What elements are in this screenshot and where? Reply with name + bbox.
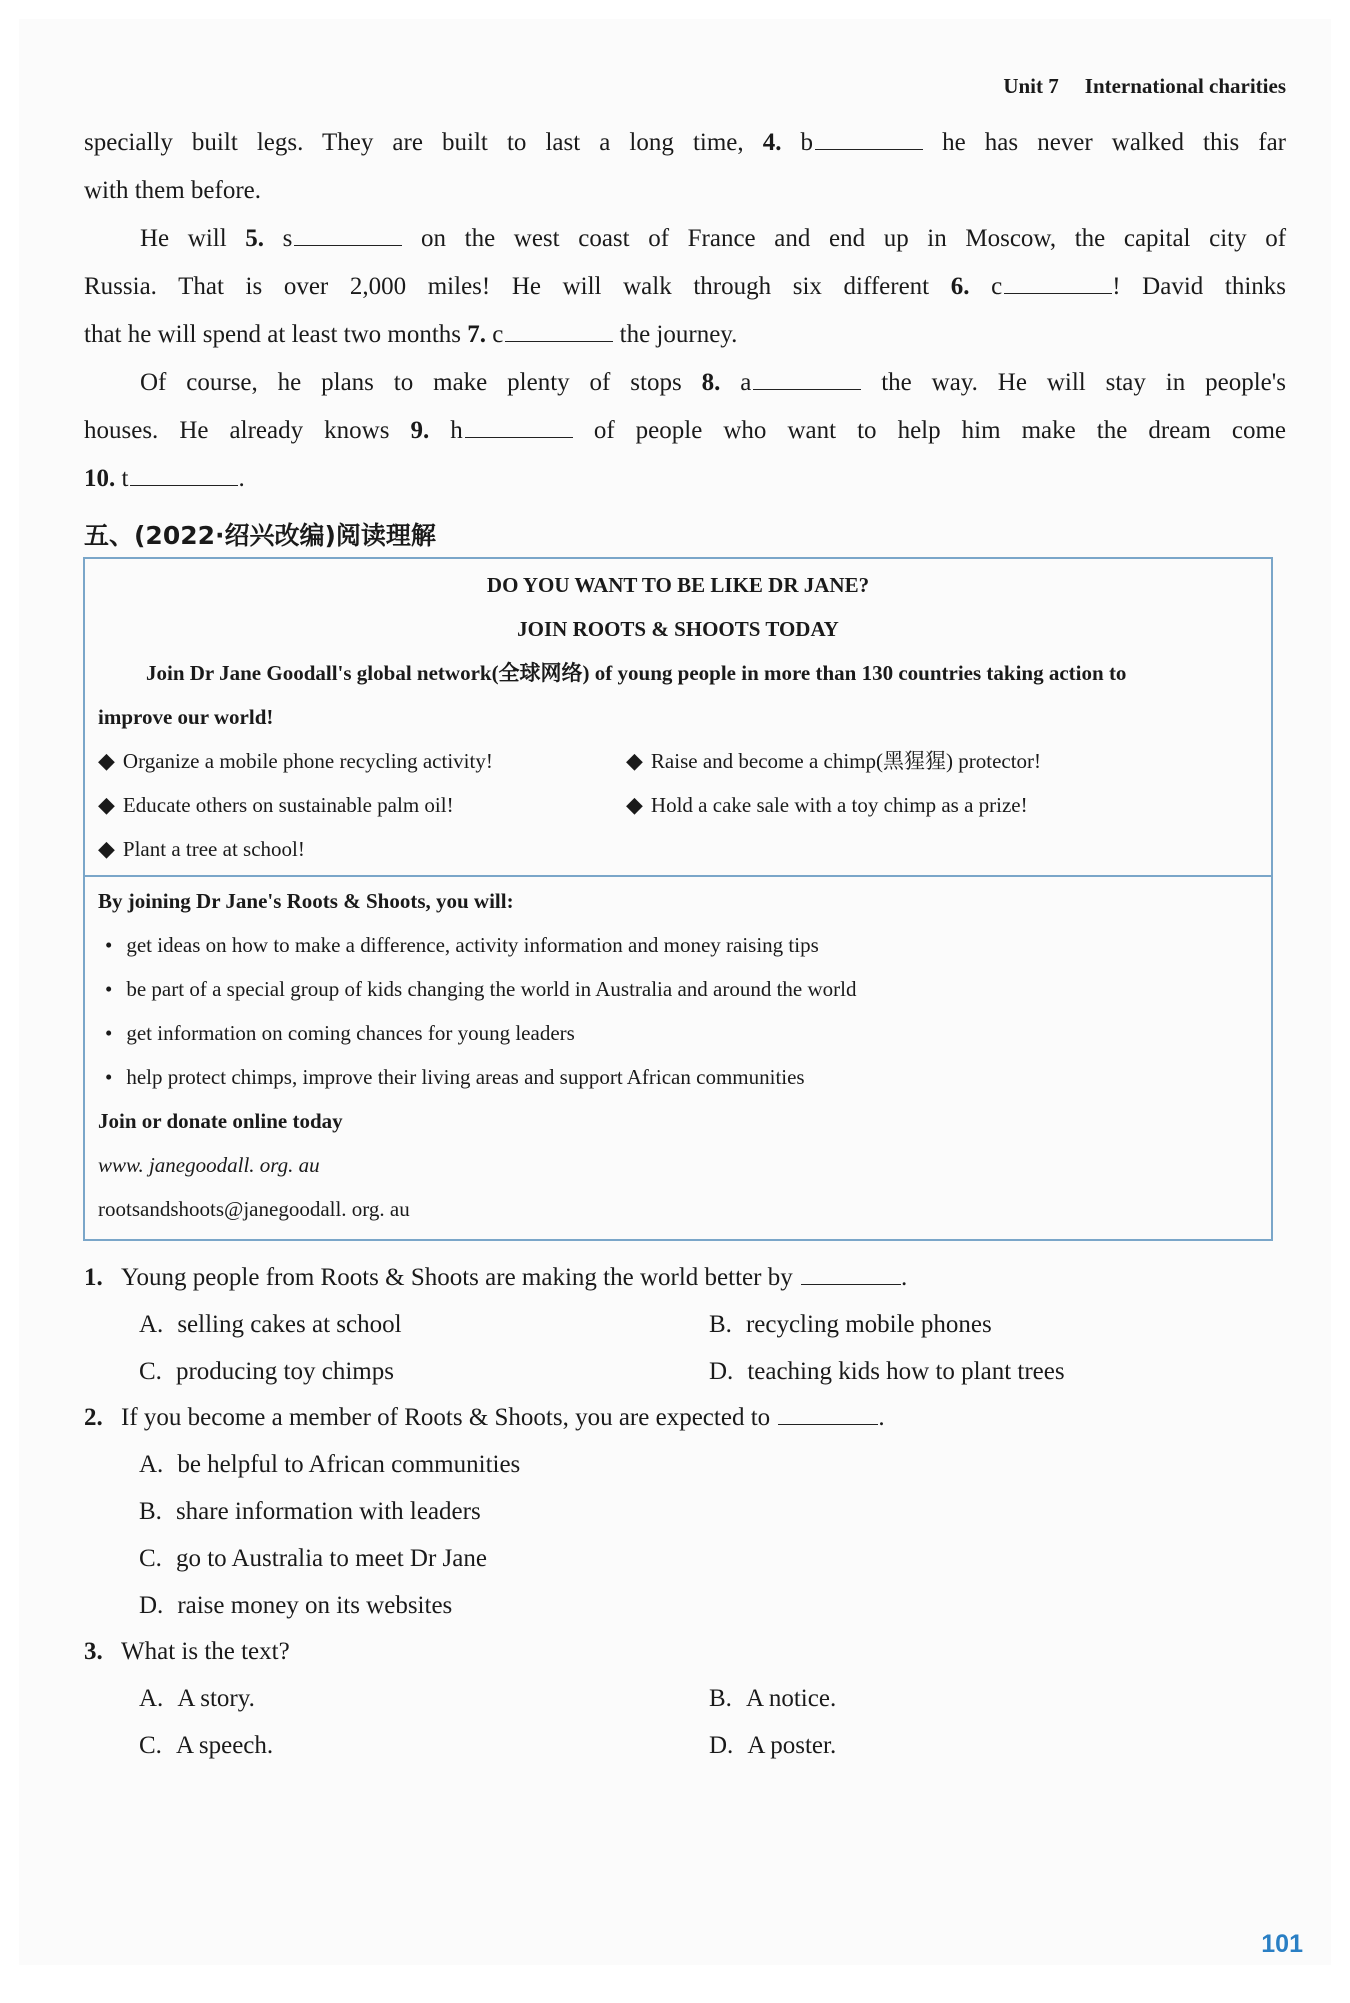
activity-list [85,739,1271,871]
diamond-icon: ◆ [98,792,115,817]
question-stem: 1. Young people from Roots & Shoots are making the world better by . [84,1264,908,1291]
answer-blank[interactable] [815,129,923,150]
bullet-icon: • [105,1021,113,1045]
answer-blank[interactable] [505,321,613,342]
question [84,1255,1284,1395]
notice-subtitle: JOIN ROOTS & SHOOTS TODAY [517,617,839,641]
question [84,1629,1284,1769]
blank-number: 10. [84,465,116,492]
join-text: Join or donate online today [98,1109,343,1133]
activity-item: ◆ Hold a cake sale with a toy chimp as a prize! [626,792,1028,817]
bullet-icon: • [105,1065,113,1089]
benefit-item: • get ideas on how to make a difference, activity information and money raising tips [105,933,819,957]
benefit-item: • get information on coming chances for young leaders [105,1021,575,1045]
diamond-icon: ◆ [626,748,643,773]
passage-line: Of course, he plans to make plenty of stops 8. a the way. He will stay in people's [140,369,1286,396]
option-d[interactable]: D. A poster. [709,1732,837,1759]
answer-blank[interactable] [130,465,238,486]
activity-item: ◆ Raise and become a chimp(黑猩猩) protector! [626,748,1042,773]
option-a[interactable]: A. A story. [139,1685,255,1712]
option-c[interactable]: C. go to Australia to meet Dr Jane [139,1545,487,1572]
passage-line: Russia. That is over 2,000 miles! He will walk through six different 6. c ! David thinks [84,273,1287,300]
blank-number: 5. [245,225,265,252]
question-list [84,1255,1284,1769]
divider [85,875,1271,877]
activity-item: ◆ Organize a mobile phone recycling activity! [98,748,493,773]
notice-title: DO YOU WANT TO BE LIKE DR JANE? [486,573,870,597]
diamond-icon: ◆ [626,792,643,817]
option-d[interactable]: D. teaching kids how to plant trees [709,1358,1065,1385]
benefit-item: • help protect chimps, improve their living areas and support African communities [105,1065,805,1089]
email-link[interactable]: rootsandshoots@janegoodall. org. au [98,1197,410,1221]
benefits-heading: By joining Dr Jane's Roots & Shoots, you will: [98,889,514,913]
diamond-icon: ◆ [98,748,115,773]
passage-line: that he will spend at least two months 7. c the journey. [84,321,738,348]
unit-label: Unit 7 [1003,74,1059,98]
option-c[interactable]: C. producing toy chimps [139,1358,394,1385]
unit-title: International charities [1084,74,1286,98]
passage-line: He will 5. s on the west coast of France and end up in Moscow, the capital city of [140,225,1287,252]
page-header [1003,74,1286,99]
passage-line: 10. t . [84,465,245,492]
option-list [84,1441,1284,1629]
passage-line: specially built legs. They are built to last a long time, 4. b he has never walked this far [84,129,1287,156]
answer-blank[interactable] [465,417,573,438]
notice-box [83,557,1273,1241]
notice-intro: Join Dr Jane Goodall's global network(全球网络) of young people in more than 130 countries taking action to improve our world! [98,661,1127,729]
blank-number: 7. [467,321,487,348]
answer-blank[interactable] [294,225,402,246]
option-c[interactable]: C. A speech. [139,1732,274,1759]
benefit-item: • be part of a special group of kids changing the world in Australia and around the world [105,977,857,1001]
section-title: 五、(2022·绍兴改编)阅读理解 [84,521,436,550]
answer-blank[interactable] [1004,273,1112,294]
blank-number: 8. [701,369,721,396]
activity-item: ◆ Educate others on sustainable palm oil! [98,792,454,817]
answer-blank[interactable] [778,1404,878,1425]
bullet-icon: • [105,977,113,1001]
cloze-passage [84,119,1286,503]
activity-item: ◆ Plant a tree at school! [98,836,305,861]
benefit-list [85,923,1271,1099]
answer-blank[interactable] [801,1264,901,1285]
option-d[interactable]: D. raise money on its websites [139,1592,453,1619]
option-a[interactable]: A. be helpful to African communities [139,1451,521,1478]
blank-number: 6. [950,273,970,300]
page-number: 101 [1261,1930,1303,1958]
blank-number: 4. [762,129,782,156]
question-stem: 3. What is the text? [84,1638,290,1665]
question-stem: 2. If you become a member of Roots & Shoots, you are expected to . [84,1404,885,1431]
page [19,19,1331,1965]
bullet-icon: • [105,933,113,957]
website-link[interactable]: www. janegoodall. org. au [98,1153,320,1177]
question [84,1395,1284,1629]
option-list [84,1675,1284,1769]
answer-blank[interactable] [753,369,861,390]
option-a[interactable]: A. selling cakes at school [139,1311,402,1338]
option-b[interactable]: B. A notice. [709,1685,837,1712]
diamond-icon: ◆ [98,836,115,861]
passage-line: houses. He already knows 9. h of people who want to help him make the dream come [84,417,1286,444]
blank-number: 9. [410,417,430,444]
option-list [84,1301,1284,1395]
option-b[interactable]: B. recycling mobile phones [709,1311,992,1338]
option-b[interactable]: B. share information with leaders [139,1498,481,1525]
passage-line: with them before. [84,177,262,204]
